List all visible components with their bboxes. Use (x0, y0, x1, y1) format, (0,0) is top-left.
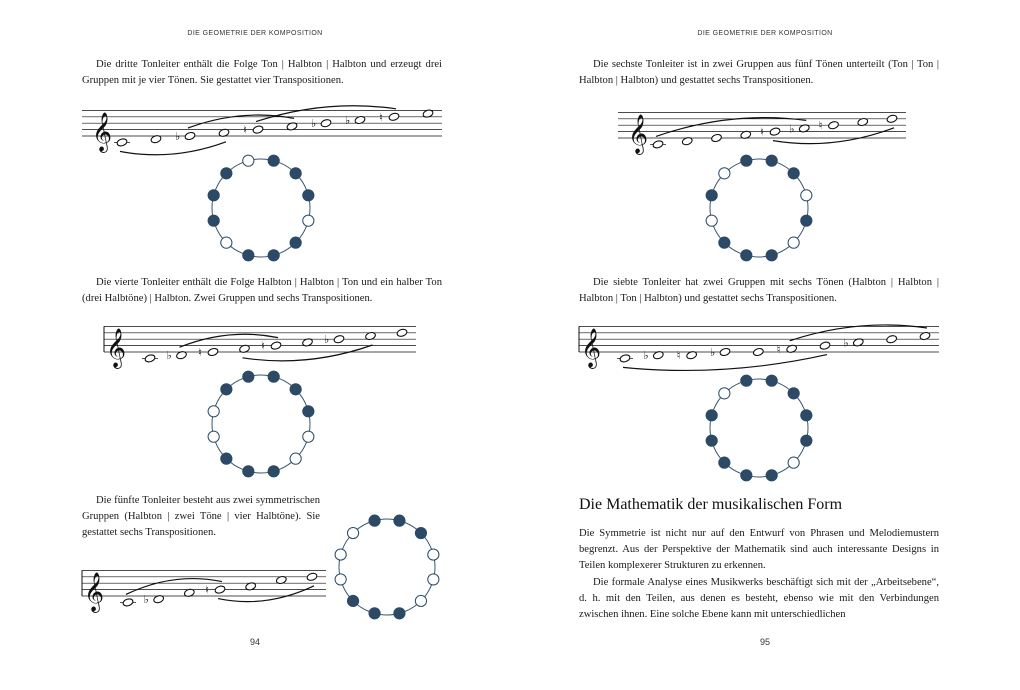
pitch-dot-empty (801, 190, 812, 201)
pitch-dot-empty (290, 453, 301, 464)
natural-sign: ♮ (776, 342, 781, 356)
pitch-dot-filled (788, 388, 799, 399)
flat-sign: ♭ (710, 346, 716, 359)
note-head (198, 346, 219, 359)
pitch-dot-filled (394, 515, 405, 526)
note-head (789, 122, 810, 135)
pitch-dot-empty (428, 574, 439, 585)
pitch-dot-filled (243, 250, 254, 261)
pitch-dot-filled (741, 470, 752, 481)
pitch-circle-scale-3 (203, 150, 319, 266)
pitch-dot-filled (208, 190, 219, 201)
pitch-dot-filled (719, 457, 730, 468)
flat-sign: ♭ (175, 130, 181, 143)
pitch-dot-empty (719, 168, 730, 179)
treble-clef: 𝄞 (106, 328, 127, 368)
note-head (142, 354, 158, 363)
pitch-circle-scale-4 (203, 366, 319, 482)
note-head (306, 572, 318, 581)
note-head (205, 584, 226, 597)
music-staff-scale-5 (82, 562, 326, 622)
running-head: DIE GEOMETRIE DER KOMPOSITION (187, 30, 323, 37)
running-head: DIE GEOMETRIE DER KOMPOSITION (697, 30, 833, 37)
paragraph-scale-6: Die sechste Tonleiter ist in zwei Gruppen aus fünf Tönen unterteilt (Ton | Ton | Halbton | Halbton) und gestattet sechs Transpositionen. (579, 59, 939, 87)
pitch-dot-filled (741, 250, 752, 261)
note-head (710, 346, 731, 359)
pitch-dot-empty (208, 406, 219, 417)
note-head (167, 349, 188, 362)
pitch-dot-empty (788, 237, 799, 248)
note-head (175, 130, 196, 143)
flat-sign: ♭ (843, 336, 849, 350)
pitch-dot-filled (741, 375, 752, 386)
flat-sign: ♭ (324, 333, 330, 347)
flat-sign: ♭ (643, 349, 649, 363)
note-head (819, 341, 831, 350)
pitch-dot-filled (268, 155, 279, 166)
note-head (650, 140, 666, 149)
pitch-dot-filled (221, 453, 232, 464)
note-head (144, 593, 165, 606)
paragraph-scale-5: Die fünfte Tonleiter besteht aus zwei symmetrischen Gruppen (Halbton | zwei Töne | vier Halbtöne). Sie gestattet sechs Transpositionen. (82, 495, 320, 539)
body-paragraph-1: Die Symmetrie ist nicht nur auf den Entwurf von Phrasen und Melodiemustern begrenzt. Aus der Perspektive der Mathematik sind auch interessante Designs in Teilen komplexerer Strukturen zu erkennen. (579, 528, 939, 572)
natural-sign: ♮ (379, 110, 383, 124)
body-paragraph-2: Die formale Analyse eines Musikwerks beschäftigt sich mit der „Arbeitsebene“, d. h. mit den Teilen, aus denen es besteht, ebenso wie mit den Verbindungen zwischen ihnen. Eine solche Ebene kann mit unterschiedlichen (579, 577, 939, 621)
pitch-circle-scale-5 (330, 510, 444, 624)
pitch-dot-filled (243, 466, 254, 477)
note-head (243, 124, 264, 137)
note-head (753, 347, 765, 356)
pitch-dot-filled (369, 515, 380, 526)
paragraph-scale-7: Die siebte Tonleiter hat zwei Gruppen mit sechs Tönen (Halbton | Halbton | Halbton | Ton | Halbton) und gestattet sechs Transpositionen. (579, 277, 939, 305)
pitch-dot-empty (335, 574, 346, 585)
pitch-dot-filled (290, 237, 301, 248)
section-heading: Die Mathematik der musikalischen Form (579, 496, 843, 513)
note-head (114, 138, 130, 147)
natural-sign: ♮ (205, 583, 209, 597)
treble-clef: 𝄞 (581, 328, 602, 368)
pitch-dot-filled (208, 215, 219, 226)
pitch-dot-filled (766, 250, 777, 261)
pitch-dot-filled (290, 384, 301, 395)
pitch-dot-filled (801, 215, 812, 226)
flat-sign: ♭ (311, 117, 317, 131)
paragraph-scale-3: Die dritte Tonleiter enthält die Folge Ton | Halbton | Halbton und erzeugt drei Gruppen mit je vier Tönen. Sie gestattet vier Transpositionen. (82, 59, 442, 87)
flat-sign: ♭ (789, 122, 795, 136)
note-head (777, 343, 798, 356)
note-head (396, 328, 408, 337)
note-head (311, 117, 332, 130)
note-head (760, 126, 781, 139)
pitch-dot-filled (394, 608, 405, 619)
pitch-dot-filled (268, 250, 279, 261)
slur (256, 106, 396, 122)
note-head (886, 114, 898, 123)
pitch-dot-filled (801, 435, 812, 446)
music-staff-scale-7 (579, 318, 939, 378)
pitch-dot-filled (706, 410, 717, 421)
natural-sign: ♮ (676, 349, 681, 363)
pitch-dot-empty (719, 388, 730, 399)
flat-sign: ♭ (166, 349, 172, 363)
pitch-circle-scale-6 (701, 150, 817, 266)
note-head (345, 114, 366, 127)
pitch-dot-filled (290, 168, 301, 179)
pitch-dot-empty (347, 527, 358, 538)
pitch-dot-empty (415, 595, 426, 606)
flat-sign: ♭ (345, 114, 351, 127)
pitch-dot-filled (415, 527, 426, 538)
note-head (886, 335, 898, 344)
natural-sign: ♮ (760, 125, 764, 139)
pitch-dot-filled (369, 608, 380, 619)
pitch-dot-empty (243, 155, 254, 166)
pitch-dot-filled (788, 168, 799, 179)
flat-sign: ♭ (143, 593, 149, 607)
pitch-dot-empty (335, 549, 346, 560)
treble-clef: 𝄞 (628, 114, 649, 154)
pitch-dot-empty (221, 237, 232, 248)
pitch-dot-filled (303, 190, 314, 201)
note-head (843, 336, 864, 349)
right-page (510, 0, 1020, 690)
pitch-dot-filled (268, 466, 279, 477)
note-head (643, 349, 664, 362)
note-head (819, 119, 840, 132)
treble-clef: 𝄞 (84, 572, 105, 612)
note-head (617, 354, 633, 363)
pitch-dot-empty (706, 215, 717, 226)
pitch-dot-empty (428, 549, 439, 560)
pitch-dot-filled (303, 406, 314, 417)
note-head (324, 333, 345, 346)
note-head (711, 133, 723, 142)
pitch-dot-filled (766, 470, 777, 481)
page-number: 94 (249, 637, 260, 647)
note-head (120, 598, 136, 607)
pitch-dot-filled (719, 237, 730, 248)
natural-sign: ♮ (818, 119, 823, 133)
pitch-dot-filled (243, 371, 254, 382)
note-head (261, 340, 282, 353)
natural-sign: ♮ (261, 339, 265, 353)
natural-sign: ♮ (198, 346, 202, 359)
pitch-dot-filled (766, 375, 777, 386)
pitch-dot-empty (303, 431, 314, 442)
pitch-dot-filled (268, 371, 279, 382)
pitch-dot-empty (788, 457, 799, 468)
pitch-dot-filled (741, 155, 752, 166)
page-number: 95 (759, 637, 770, 647)
pitch-dot-empty (208, 431, 219, 442)
pitch-dot-filled (801, 410, 812, 421)
pitch-dot-filled (706, 190, 717, 201)
slur (218, 586, 314, 602)
pitch-dot-filled (221, 168, 232, 179)
treble-clef: 𝄞 (92, 112, 113, 152)
note-head (677, 349, 698, 362)
pitch-dot-empty (303, 215, 314, 226)
pitch-dot-filled (766, 155, 777, 166)
pitch-dot-filled (347, 595, 358, 606)
slur (656, 118, 806, 137)
natural-sign: ♮ (243, 123, 247, 137)
pitch-dot-filled (221, 384, 232, 395)
pitch-dot-filled (706, 435, 717, 446)
pitch-circle-scale-7 (701, 370, 817, 486)
note-head (379, 111, 400, 124)
paragraph-scale-4: Die vierte Tonleiter enthält die Folge Halbton | Halbton | Ton und ein halber Ton (drei Halbtöne) | Halbton. Zwei Gruppen und sechs Transpositionen. (82, 277, 442, 305)
